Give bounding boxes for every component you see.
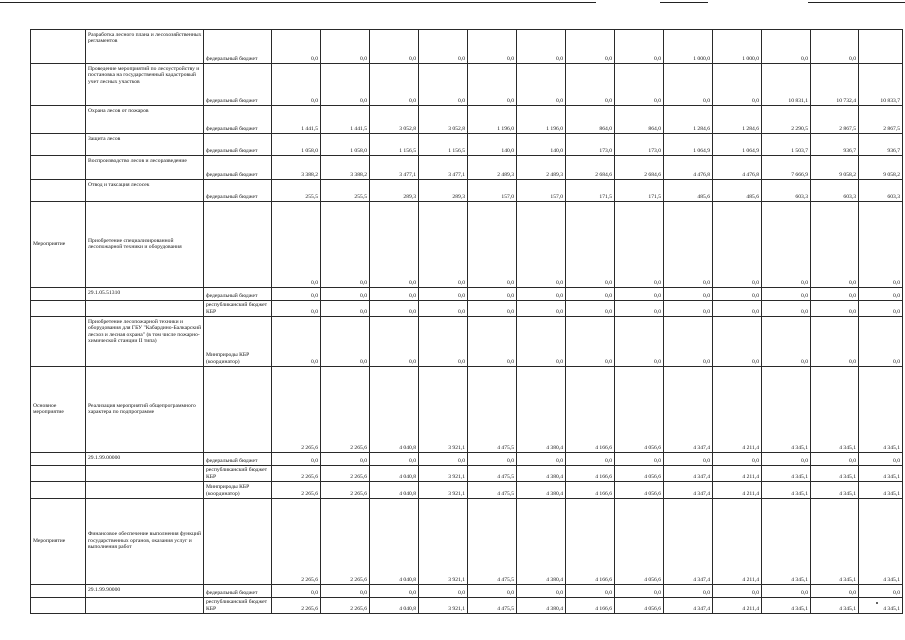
amount-cell: 0,0 (517, 585, 566, 598)
amount-cell: 4 345,1 (811, 499, 859, 585)
amount-cell: 485,6 (664, 180, 713, 202)
amount-cell: 0,0 (859, 301, 903, 317)
amount-cell: 4 211,4 (713, 482, 762, 499)
amount-cell: 4 211,4 (713, 598, 762, 614)
amount-cell: 3 388,2 (321, 156, 370, 180)
page-top-rule-right (808, 2, 905, 3)
table-row (31, 585, 903, 598)
amount-cell: 2 265,6 (272, 367, 321, 453)
table-row (31, 466, 903, 482)
amount-cell: 0,0 (664, 453, 713, 466)
amount-cell: 4 347,4 (664, 466, 713, 482)
table-row (31, 202, 903, 288)
funding-source-cell: республиканский бюджет КБР (204, 466, 272, 482)
row-name-cell: Разработка лесного плана и лесохозяйственных регламентов (86, 30, 204, 64)
table-row (31, 180, 903, 202)
amount-cell: 0,0 (370, 453, 419, 466)
amount-cell: 2 867,5 (811, 106, 859, 134)
amount-cell: 0,0 (713, 288, 762, 301)
amount-cell: 4 040,8 (370, 482, 419, 499)
amount-cell: 0,0 (321, 202, 370, 288)
table-row (31, 30, 903, 64)
row-type-cell (31, 585, 86, 598)
row-type-cell (31, 288, 86, 301)
row-type-cell (31, 106, 86, 134)
row-type-cell (31, 64, 86, 106)
amount-cell: 0,0 (811, 202, 859, 288)
row-name-cell: Финансовое обеспечение выполнения функций государственных органов, оказания услуг и выполнения работ (86, 499, 204, 585)
funding-source-cell: федеральный бюджет (204, 64, 272, 106)
amount-cell: 4 347,4 (664, 482, 713, 499)
amount-cell: 4 166,6 (566, 482, 615, 499)
funding-source-cell: республиканский бюджет КБР (204, 598, 272, 614)
row-name-cell (86, 301, 204, 317)
amount-cell: 0,0 (762, 202, 811, 288)
funding-source-cell (204, 367, 272, 453)
table-row (31, 64, 903, 106)
amount-cell: 0,0 (664, 301, 713, 317)
amount-cell: 0,0 (664, 288, 713, 301)
amount-cell: 3 388,2 (272, 156, 321, 180)
amount-cell: 255,5 (321, 180, 370, 202)
amount-cell: 3 921,1 (419, 598, 468, 614)
amount-cell: 0,0 (370, 301, 419, 317)
amount-cell: 1 156,5 (370, 134, 419, 156)
amount-cell: 3 921,1 (419, 367, 468, 453)
amount-cell: 0,0 (811, 585, 859, 598)
row-type-cell (31, 156, 86, 180)
amount-cell: 140,0 (468, 134, 517, 156)
amount-cell: 0,0 (321, 453, 370, 466)
amount-cell: 485,6 (713, 180, 762, 202)
amount-cell: 0,0 (272, 64, 321, 106)
amount-cell: 2 290,5 (762, 106, 811, 134)
amount-cell: 173,0 (615, 134, 664, 156)
amount-cell: 4 345,1 (811, 466, 859, 482)
row-type-cell (31, 482, 86, 499)
amount-cell: 4 475,5 (468, 598, 517, 614)
amount-cell: 0,0 (370, 64, 419, 106)
row-name-cell: Охрана лесов от пожаров (86, 106, 204, 134)
amount-cell: 1 156,5 (419, 134, 468, 156)
amount-cell: 9 058,2 (811, 156, 859, 180)
amount-cell: 0,0 (468, 317, 517, 367)
amount-cell: 4 345,1 (762, 598, 811, 614)
amount-cell: 0,0 (859, 288, 903, 301)
amount-cell: 0,0 (419, 64, 468, 106)
amount-cell: 3 921,1 (419, 499, 468, 585)
amount-cell: 255,5 (272, 180, 321, 202)
amount-cell: 0,0 (762, 301, 811, 317)
amount-cell: 0,0 (419, 301, 468, 317)
amount-cell: 4 166,6 (566, 598, 615, 614)
amount-cell: 0,0 (664, 585, 713, 598)
amount-cell: 4 345,1 (762, 482, 811, 499)
amount-cell: 1 000,0 (713, 30, 762, 64)
amount-cell: 0,0 (272, 202, 321, 288)
amount-cell: 4 040,8 (370, 598, 419, 614)
funding-source-cell: федеральный бюджет (204, 30, 272, 64)
amount-cell: 0,0 (615, 453, 664, 466)
amount-cell: 1 284,6 (713, 106, 762, 134)
amount-cell: 0,0 (272, 453, 321, 466)
amount-cell: 171,5 (566, 180, 615, 202)
row-type-cell (31, 180, 86, 202)
amount-cell: 0,0 (713, 202, 762, 288)
amount-cell: 2 265,6 (321, 466, 370, 482)
amount-cell (859, 30, 903, 64)
funding-source-cell: республиканский бюджет КБР (204, 301, 272, 317)
row-name-cell (86, 466, 204, 482)
amount-cell: 0,0 (615, 64, 664, 106)
amount-cell: 0,0 (615, 317, 664, 367)
row-name-cell (86, 482, 204, 499)
amount-cell: 0,0 (615, 30, 664, 64)
funding-source-cell (204, 499, 272, 585)
amount-cell: 0,0 (468, 64, 517, 106)
amount-cell: 173,0 (566, 134, 615, 156)
amount-cell: 0,0 (370, 585, 419, 598)
amount-cell: 3 921,1 (419, 482, 468, 499)
amount-cell: 0,0 (566, 317, 615, 367)
amount-cell: 0,0 (517, 301, 566, 317)
funding-source-cell: федеральный бюджет (204, 156, 272, 180)
amount-cell: 4 211,4 (713, 499, 762, 585)
table-row (31, 301, 903, 317)
amount-cell: 4 380,4 (517, 482, 566, 499)
row-type-cell: Мероприятие (31, 202, 86, 288)
amount-cell: 3 477,1 (419, 156, 468, 180)
amount-cell: 4 345,1 (762, 367, 811, 453)
table-row (31, 317, 903, 367)
amount-cell: 1 064,9 (664, 134, 713, 156)
amount-cell: 157,0 (517, 180, 566, 202)
amount-cell: 0,0 (811, 301, 859, 317)
amount-cell: 1 000,0 (664, 30, 713, 64)
amount-cell: 0,0 (811, 288, 859, 301)
amount-cell: 0,0 (272, 288, 321, 301)
amount-cell: 0,0 (419, 30, 468, 64)
row-name-cell: 29.1.99.90000 (86, 585, 204, 598)
amount-cell: 2 489,3 (517, 156, 566, 180)
table-row (31, 367, 903, 453)
row-type-cell: Мероприятие (31, 499, 86, 585)
amount-cell: 0,0 (615, 202, 664, 288)
amount-cell: 4 380,4 (517, 466, 566, 482)
amount-cell: 4 056,6 (615, 499, 664, 585)
funding-source-cell: федеральный бюджет (204, 106, 272, 134)
amount-cell: 0,0 (762, 288, 811, 301)
amount-cell: 0,0 (566, 585, 615, 598)
amount-cell: 4 345,1 (859, 598, 903, 614)
table-row (31, 156, 903, 180)
amount-cell: 0,0 (419, 585, 468, 598)
amount-cell: 1 441,5 (272, 106, 321, 134)
row-type-cell (31, 30, 86, 64)
amount-cell: 0,0 (272, 30, 321, 64)
amount-cell: 0,0 (859, 202, 903, 288)
amount-cell: 9 058,2 (859, 156, 903, 180)
amount-cell: 0,0 (468, 288, 517, 301)
row-name-cell (86, 598, 204, 614)
amount-cell: 4 166,6 (566, 466, 615, 482)
amount-cell: 0,0 (517, 202, 566, 288)
amount-cell: 0,0 (321, 64, 370, 106)
amount-cell: 4 380,4 (517, 598, 566, 614)
amount-cell: 2 265,6 (321, 499, 370, 585)
amount-cell: 0,0 (517, 453, 566, 466)
funding-source-cell: Минприроды КБР (координатор) (204, 482, 272, 499)
amount-cell: 4 476,8 (713, 156, 762, 180)
amount-cell: 4 347,4 (664, 598, 713, 614)
amount-cell: 0,0 (664, 317, 713, 367)
amount-cell: 2 265,6 (321, 482, 370, 499)
amount-cell: 140,0 (517, 134, 566, 156)
amount-cell: 0,0 (811, 30, 859, 64)
table-row (31, 499, 903, 585)
amount-cell: 0,0 (370, 317, 419, 367)
amount-cell: 4 211,4 (713, 367, 762, 453)
amount-cell: 289,3 (419, 180, 468, 202)
funding-source-cell: федеральный бюджет (204, 453, 272, 466)
amount-cell: 1 196,0 (468, 106, 517, 134)
amount-cell: 4 345,1 (762, 499, 811, 585)
amount-cell: 0,0 (762, 30, 811, 64)
amount-cell: 4 040,8 (370, 466, 419, 482)
amount-cell: 864,0 (615, 106, 664, 134)
row-name-cell: Защита лесов (86, 134, 204, 156)
amount-cell: 0,0 (370, 288, 419, 301)
row-name-cell: Приобретение лесопожарной техники и оборудования для ГБУ "Кабардино-Балкарский лесхоз и лесная охрана" (в том числе пожарно-химической станции II типа) (86, 317, 204, 367)
amount-cell: 0,0 (370, 202, 419, 288)
amount-cell: 1 196,0 (517, 106, 566, 134)
funding-source-cell: федеральный бюджет (204, 585, 272, 598)
row-type-cell: Основное мероприятие (31, 367, 86, 453)
amount-cell: 4 347,4 (664, 499, 713, 585)
amount-cell: 0,0 (419, 288, 468, 301)
amount-cell: 1 441,5 (321, 106, 370, 134)
amount-cell: 4 475,5 (468, 482, 517, 499)
funding-source-cell: федеральный бюджет (204, 288, 272, 301)
amount-cell: 936,7 (859, 134, 903, 156)
table-row (31, 598, 903, 614)
amount-cell: 0,0 (713, 64, 762, 106)
amount-cell: 0,0 (566, 64, 615, 106)
amount-cell: 1 058,0 (272, 134, 321, 156)
budget-table-body (31, 30, 903, 614)
amount-cell: 1 284,6 (664, 106, 713, 134)
amount-cell: 4 475,5 (468, 466, 517, 482)
budget-table (30, 29, 903, 614)
amount-cell: 3 052,8 (419, 106, 468, 134)
row-name-cell: Реализация мероприятий общепрограммного характера по подпрограмме (86, 367, 204, 453)
row-type-cell (31, 453, 86, 466)
amount-cell: 0,0 (615, 301, 664, 317)
amount-cell: 289,3 (370, 180, 419, 202)
funding-source-cell: федеральный бюджет (204, 180, 272, 202)
amount-cell: 2 265,6 (272, 482, 321, 499)
amount-cell: 4 056,6 (615, 482, 664, 499)
amount-cell: 0,0 (566, 288, 615, 301)
amount-cell: 2 684,6 (566, 156, 615, 180)
amount-cell: 4 380,4 (517, 499, 566, 585)
amount-cell: 2 265,6 (272, 598, 321, 614)
amount-cell: 171,5 (615, 180, 664, 202)
amount-cell: 157,0 (468, 180, 517, 202)
amount-cell: 0,0 (762, 453, 811, 466)
page-top-rule-left (0, 2, 596, 3)
amount-cell: 4 040,8 (370, 499, 419, 585)
amount-cell: 4 040,8 (370, 367, 419, 453)
table-row (31, 453, 903, 466)
amount-cell: 0,0 (468, 202, 517, 288)
amount-cell: 2 265,6 (272, 499, 321, 585)
amount-cell: 0,0 (664, 202, 713, 288)
funding-source-cell: федеральный бюджет (204, 134, 272, 156)
amount-cell: 4 345,1 (859, 466, 903, 482)
amount-cell: 0,0 (713, 301, 762, 317)
amount-cell: 0,0 (517, 288, 566, 301)
amount-cell: 4 345,1 (811, 367, 859, 453)
amount-cell: 0,0 (713, 317, 762, 367)
amount-cell: 0,0 (321, 585, 370, 598)
amount-cell: 864,0 (566, 106, 615, 134)
amount-cell: 0,0 (370, 30, 419, 64)
amount-cell: 0,0 (566, 202, 615, 288)
amount-cell: 603,3 (811, 180, 859, 202)
amount-cell: 4 166,6 (566, 367, 615, 453)
amount-cell: 0,0 (566, 453, 615, 466)
table-row (31, 106, 903, 134)
amount-cell: 1 503,7 (762, 134, 811, 156)
table-row (31, 134, 903, 156)
amount-cell: 0,0 (762, 585, 811, 598)
row-type-cell (31, 317, 86, 367)
amount-cell: 0,0 (859, 317, 903, 367)
amount-cell: 0,0 (321, 301, 370, 317)
amount-cell: 4 056,6 (615, 367, 664, 453)
amount-cell: 0,0 (419, 453, 468, 466)
row-name-cell: Отвод и таксация лесосек (86, 180, 204, 202)
amount-cell: 0,0 (419, 202, 468, 288)
amount-cell: 4 345,1 (859, 482, 903, 499)
row-type-cell (31, 598, 86, 614)
amount-cell: 0,0 (762, 317, 811, 367)
amount-cell: 0,0 (468, 585, 517, 598)
amount-cell: 10 732,4 (811, 64, 859, 106)
row-name-cell: 29.1.99.00000 (86, 453, 204, 466)
amount-cell: 0,0 (859, 585, 903, 598)
amount-cell: 0,0 (419, 317, 468, 367)
amount-cell: 0,0 (566, 301, 615, 317)
amount-cell: 0,0 (517, 64, 566, 106)
amount-cell: 0,0 (811, 453, 859, 466)
amount-cell: 2 265,6 (272, 466, 321, 482)
amount-cell: 4 475,5 (468, 499, 517, 585)
row-name-cell: 29.1.05.51310 (86, 288, 204, 301)
amount-cell: 0,0 (615, 288, 664, 301)
amount-cell: 603,3 (859, 180, 903, 202)
amount-cell: 4 476,8 (664, 156, 713, 180)
amount-cell: 0,0 (272, 585, 321, 598)
amount-cell: 0,0 (468, 453, 517, 466)
amount-cell: 0,0 (272, 301, 321, 317)
amount-cell: 4 056,6 (615, 598, 664, 614)
amount-cell: 0,0 (272, 317, 321, 367)
amount-cell: 0,0 (566, 30, 615, 64)
amount-cell: 2 867,5 (859, 106, 903, 134)
row-type-cell (31, 301, 86, 317)
funding-source-cell: Минприроды КБР (координатор) (204, 317, 272, 367)
amount-cell: 0,0 (517, 317, 566, 367)
amount-cell: 0,0 (468, 30, 517, 64)
amount-cell: 0,0 (321, 288, 370, 301)
funding-source-cell (204, 202, 272, 288)
amount-cell: 0,0 (713, 453, 762, 466)
amount-cell: 603,3 (762, 180, 811, 202)
amount-cell: 4 347,4 (664, 367, 713, 453)
amount-cell: 0,0 (468, 301, 517, 317)
row-name-cell: Воспроизводство лесов и лесоразведение (86, 156, 204, 180)
amount-cell: 4 345,1 (859, 367, 903, 453)
amount-cell: 2 684,6 (615, 156, 664, 180)
amount-cell: 0,0 (517, 30, 566, 64)
amount-cell: 7 666,9 (762, 156, 811, 180)
amount-cell: 0,0 (664, 64, 713, 106)
amount-cell: 10 831,1 (762, 64, 811, 106)
amount-cell: 3 052,8 (370, 106, 419, 134)
amount-cell: 4 056,6 (615, 466, 664, 482)
amount-cell: 3 921,1 (419, 466, 468, 482)
row-type-cell (31, 466, 86, 482)
page-top-rule-middle (660, 2, 708, 3)
table-row (31, 482, 903, 499)
amount-cell: 3 477,1 (370, 156, 419, 180)
amount-cell: 0,0 (615, 585, 664, 598)
amount-cell: 1 064,9 (713, 134, 762, 156)
amount-cell: 2 489,3 (468, 156, 517, 180)
amount-cell: 4 475,5 (468, 367, 517, 453)
table-row (31, 288, 903, 301)
amount-cell: 10 833,7 (859, 64, 903, 106)
amount-cell: 4 211,4 (713, 466, 762, 482)
row-name-cell: Проведение мероприятий по лесоустройству и постановка на государственный кадастровый учет лесных участков (86, 64, 204, 106)
amount-cell: 1 058,0 (321, 134, 370, 156)
amount-cell: 4 380,4 (517, 367, 566, 453)
amount-cell: 0,0 (713, 585, 762, 598)
amount-cell: 0,0 (859, 453, 903, 466)
amount-cell: 4 345,1 (859, 499, 903, 585)
amount-cell: 936,7 (811, 134, 859, 156)
amount-cell: 2 265,6 (321, 367, 370, 453)
amount-cell: 4 345,1 (762, 466, 811, 482)
amount-cell: 4 166,6 (566, 499, 615, 585)
amount-cell: 0,0 (811, 317, 859, 367)
amount-cell: 0,0 (321, 30, 370, 64)
amount-cell: 2 265,6 (321, 598, 370, 614)
amount-cell: 4 345,1 (811, 482, 859, 499)
row-type-cell (31, 134, 86, 156)
amount-cell: 0,0 (321, 317, 370, 367)
amount-cell: 4 345,1 (811, 598, 859, 614)
row-name-cell: Приобретение специализированной лесопожарной техники и оборудования (86, 202, 204, 288)
